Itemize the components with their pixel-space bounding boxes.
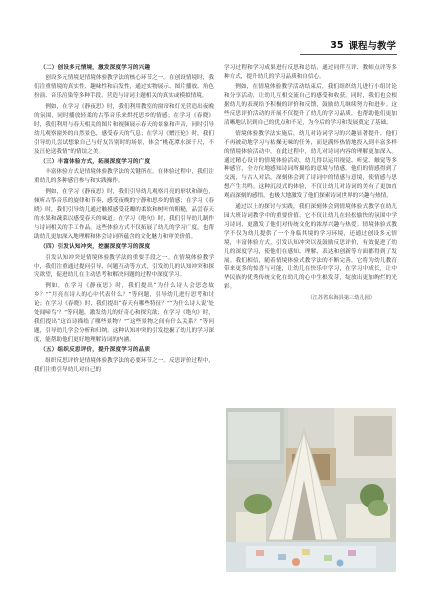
- left-paragraph: 丰富体验方式是情境体验教学法的关键所在。在体验过程中，我们注重幼儿的多种感官参与和实践操作。: [34, 169, 214, 185]
- right-paragraph: 通过以上的探讨与实践，我们深刻体会到情境体验式教学在幼儿园大班诗词教学中的重要价值。它不仅让幼儿在轻松愉快的氛围中学习诗词，更激发了他们对传统文化的浓厚兴趣与热爱。情境体验式教学不仅为幼儿提供了一个身临其境的学习环境，还通过创设多元情境，丰富体验方式，引发认知冲突以及鼓励反思评价，有效促进了幼儿的深度学习，使他们在感知、理解、表达和创新等方面都得到了发展。我们相信，随着情境体验式教学法的不断完善，它将为幼儿教育带来更多的惊喜与可能，让幼儿在快乐中学习，在学习中成长，让中华民族的优秀传统文化在幼儿的心中生根发芽，绽放出更加绚烂的光彩。: [224, 203, 397, 291]
- left-paragraph: 例如，在学习《静夜思》时，我们提出“为什么诗人会思念故乡？”“月亮在诗人的心中代表什么？”等问题，引导幼儿进行思考和讨论；在学习《春晓》时，我们提出“春天有哪些特征？”“为什么诗人说‘处处闻啼鸟’？”等问题，激发幼儿的好奇心和探究欲；在学习《绝句》时，我们提出“这首诗描绘了哪些景物？”“这些景物之间有什么关系？”等问题，引导幼儿学会分析和归纳。这种认知冲突的引发挖掘了幼儿的学习深度，能帮助他们更好地理解诗词的内涵。: [34, 282, 214, 343]
- left-paragraph: 例如，在学习《静夜思》时，我们引导幼儿观察月亮的形状和颜色，倾听古筝音乐的旋律和节奏，感受夜晚的宁静和思乡的情感；在学习《春晓》时，我们引导幼儿通过触摸感受花瓣的柔软和树叶的粗糙，品尝春天的水果和蔬菜以感受春天的味道；在学习《绝句》时，我们引导幼儿制作与诗词相关的手工作品。这些体验方式不仅拓展了幼儿的学习广度，也帮助幼儿更加深入地理解和体会诗词所蕴含的文化魅力和审美价值。: [34, 188, 214, 240]
- running-head: [330, 38, 396, 52]
- left-section-heading: （五）组织反思评价，提升深度学习的品质: [40, 347, 151, 354]
- left-paragraph: 组织反思评价是情境体验教学法的必要环节之一。反思评价过程中，我们注重引导幼儿对自己的: [34, 357, 214, 373]
- left-section-heading: （三）丰富体验方式，拓展深度学习的广度: [40, 159, 151, 166]
- right-paragraph: 学习过程和学习成果进行反思和总结，通过同伴互评、教师点评等多种方式，提升幼儿的学习品质和自信心。: [224, 65, 397, 80]
- left-paragraph: 例如，在学习《静夜思》时，我们利用教室的窗帘和灯光营造出夜晚的氛围，同时播放轻柔的古筝音乐来烘托思乡的情感；在学习《春晓》时，我们利用与春天相关的图片和视频展示春天的景象和声音，同时引导幼儿观察窗外的自然景色，感受春天的气息；在学习《赠汪伦》时，我们引导幼儿尝试想象自己与好友告别时的场景，体会“桃花潭水深千尺，不及汪伦送我情”的情谊之美。: [34, 103, 214, 155]
- right-paragraph: 例如，在情境体验教学活动结束后，我们组织幼儿进行小组讨论和分享活动，让幼儿互相交流自己的感受和收获。同时，我们也会根据幼儿的表现给予积极的评价和反馈，鼓励幼儿继续努力和进步。这些反思评价活动的开展不仅提升了幼儿的学习品质，也帮助他们更加清晰地认识到自己的优点和不足，为今后的学习和发展奠定了基础。: [224, 84, 397, 127]
- right-text-column: [224, 64, 397, 304]
- left-section-heading: （二）创设多元情境，激发深度学习的兴趣: [40, 65, 151, 71]
- right-author-affiliation: （江苏省东海县第三幼儿园）: [307, 294, 375, 301]
- right-paragraph: 情境体验教学法实施后，幼儿对诗词学习的兴趣显著提升。他们不再被动地学习与枯燥无味的任务，而是满怀热情地投入到丰富多样的情境体验活动中。在此过程中，幼儿对诗词内容的理解更加深入。通过精心设计的情境体验活动，幼儿得以运用视觉、听觉、触觉等多种感官，全方位地感知诗词所描绘的意境与情感。他们的情感得到了交流，与古人对话，深刻体会到了诗词中的情感与意境，使情感与思想产生共鸣。这种沉浸式的体验，不仅让幼儿对诗词的美有了更加直观而深刻的感悟，也极大地激发了他们探索诗词世界的兴趣与热情。: [224, 130, 397, 200]
- page-number: 35: [330, 39, 344, 51]
- header-rule: [300, 54, 397, 55]
- left-paragraph: 创设多元情境是情境体验教学法的核心环节之一。在创设情境时，我们注重情境的真实性、趣味性和启发性，通过实物展示、图片播放、角色扮演、音乐渲染等多种手段，营造与诗词主题相关的真实或模拟情境。: [34, 75, 214, 100]
- classroom-photo-image: [226, 408, 396, 572]
- left-text-column: [34, 64, 214, 376]
- left-paragraph: 引发认知冲突是情境体验教学法的重要手段之一。在情境体验教学中，我们注重通过提问引导、问题互动等方式，引发幼儿的认知冲突和探究欲望，促进幼儿在主动思考和解决问题的过程中深度学习。: [34, 254, 214, 279]
- left-section-heading: （四）引发认知冲突，挖掘深度学习的深度: [40, 244, 151, 251]
- section-title: 课程与教学: [348, 41, 396, 52]
- classroom-photo: [226, 408, 396, 572]
